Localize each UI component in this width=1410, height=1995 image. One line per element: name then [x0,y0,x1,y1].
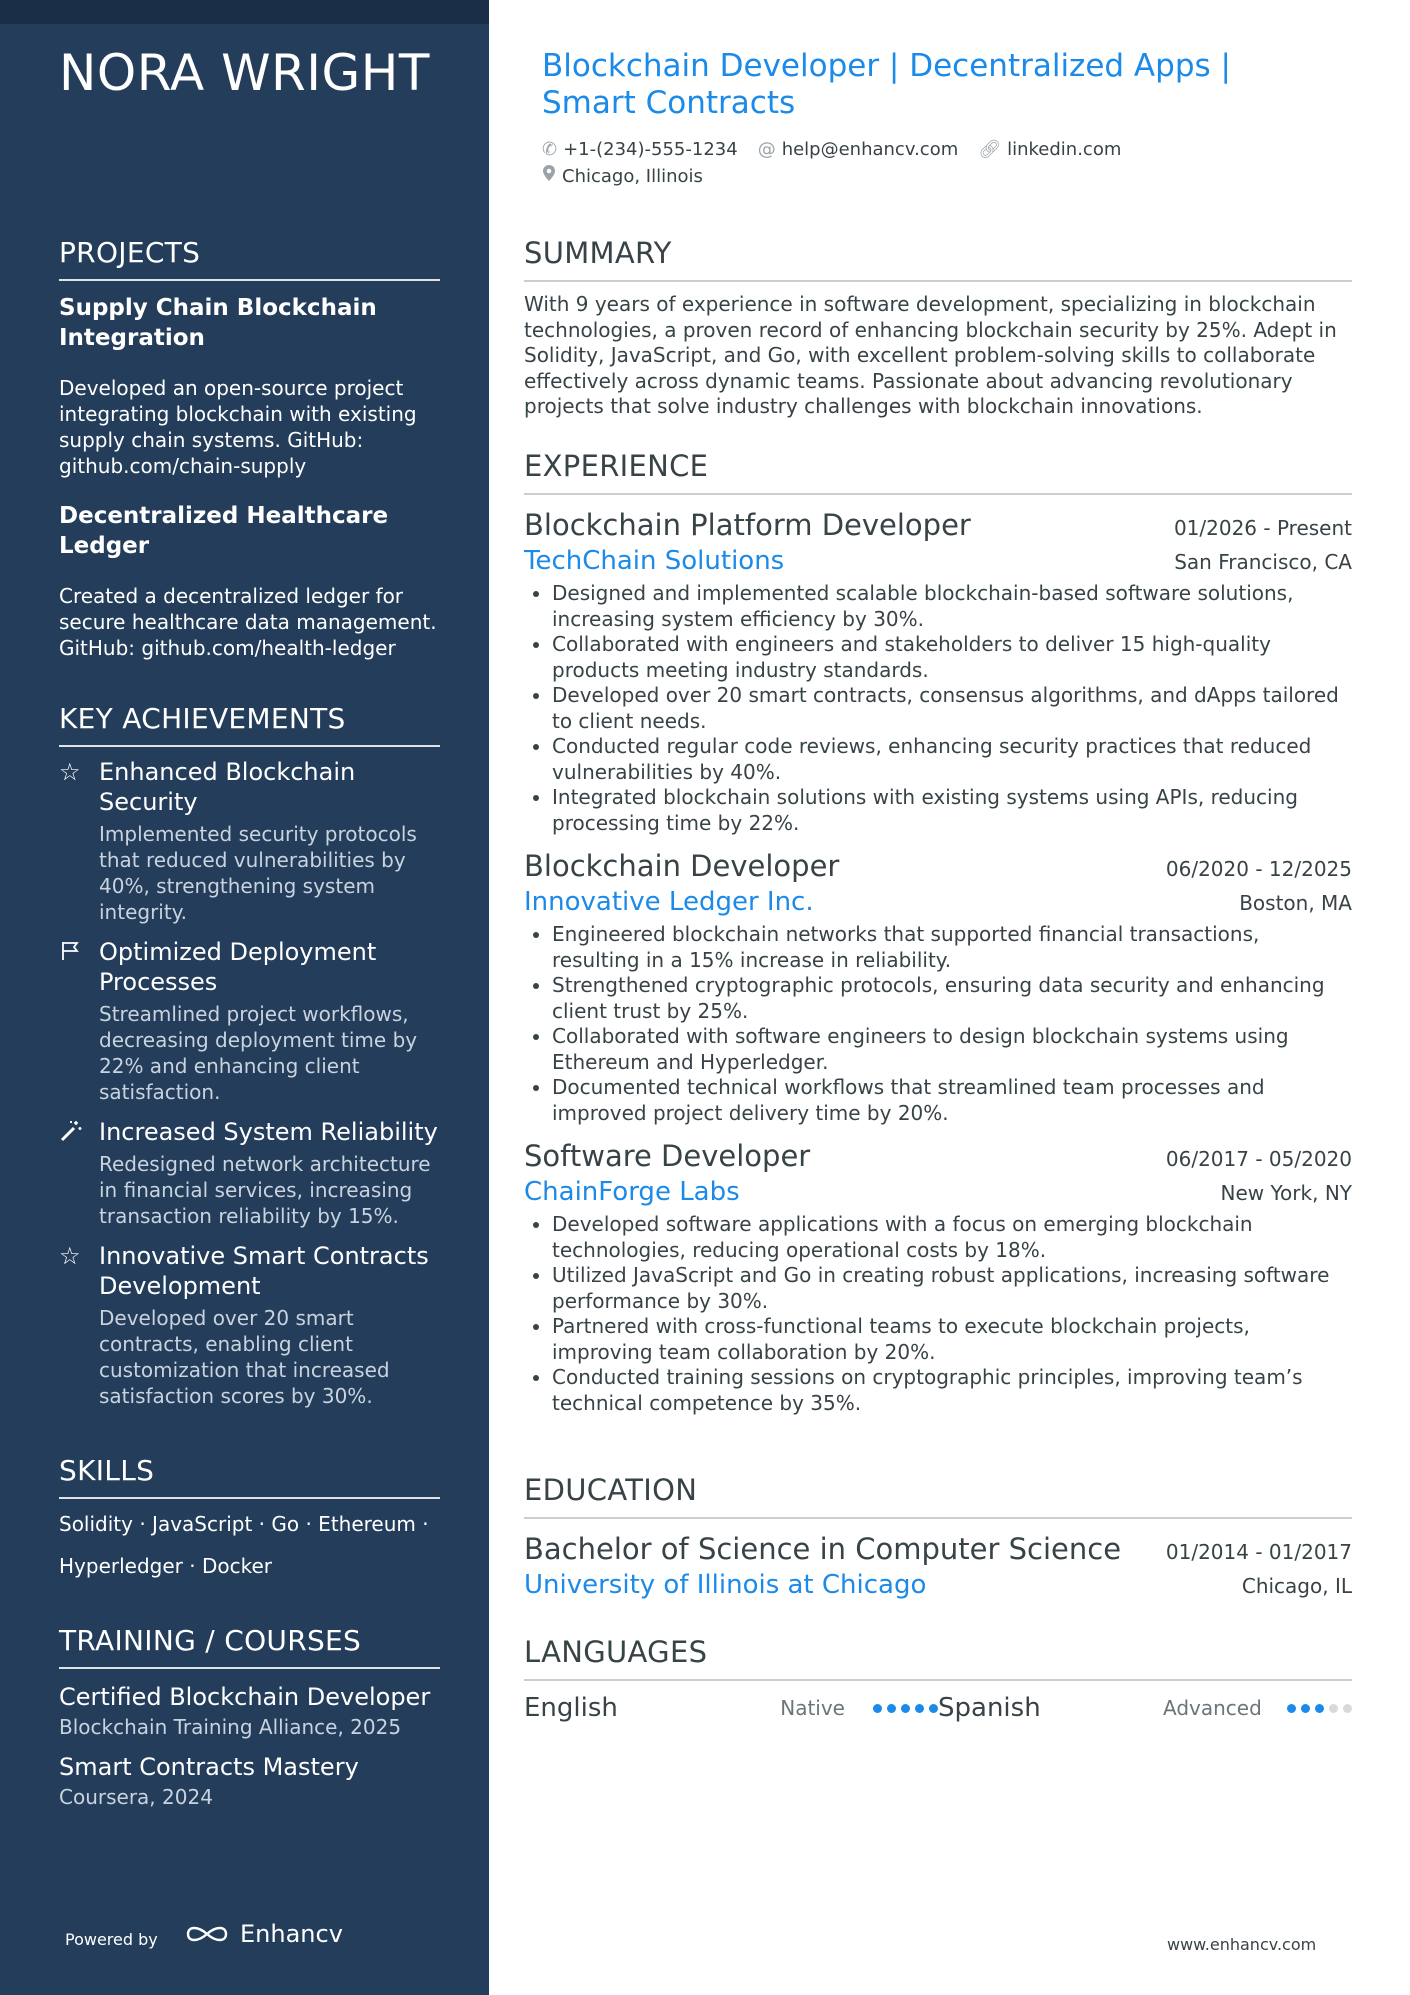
achievement-description: Streamlined project workflows, decreasing deployment time by 22% and enhancing client satisfaction. [99,1002,418,1104]
main-content [489,0,1410,1995]
enhancv-logo-icon [184,1922,230,1946]
language-level: Native [780,1696,845,1720]
education-entry [524,1531,1352,1603]
linkedin-text: linkedin.com [1007,139,1122,160]
company-name[interactable]: ChainForge Labs [524,1177,740,1207]
star-icon: ☆ [59,758,81,786]
proficiency-dot-empty [1329,1704,1338,1713]
language-name: Spanish [938,1693,1041,1723]
job-bullets [524,1212,1352,1416]
bullet-item: • Conducted training sessions on cryptographic principles, improving team’s technical competence by 35%. [552,1365,1352,1416]
education-location: Chicago, IL [1241,1574,1352,1598]
achievement-title: Increased System Reliability [99,1118,438,1146]
candidate-name: NORA WRIGHT [59,44,430,102]
project-title: Supply Chain Blockchain Integration [59,295,377,351]
bullet-item: • Utilized JavaScript and Go in creating robust applications, increasing software performance by 30%. [552,1263,1352,1314]
company-name[interactable]: Innovative Ledger Inc. [524,887,814,917]
achievement-description: Developed over 20 smart contracts, enabling client customization that increased satisfaction scores by 30%. [99,1306,390,1408]
skills-list [59,1503,440,1587]
job-title: Blockchain Platform Developer [524,508,971,542]
job-dates: 06/2017 - 05/2020 [1165,1147,1352,1171]
proficiency-dot-filled [1315,1704,1324,1713]
language-item [524,1693,938,1723]
proficiency-dot-filled [901,1704,910,1713]
job-dates: 01/2026 - Present [1173,516,1352,540]
course-provider: Blockchain Training Alliance, 2025 [59,1715,402,1739]
flag-icon [59,939,85,965]
proficiency-dots [1287,1704,1352,1713]
bullet-item: • Documented technical workflows that streamlined team processes and improved project delivery time by 20%. [552,1075,1352,1126]
proficiency-dot-filled [887,1704,896,1713]
sidebar [0,0,489,1995]
skills-line: Solidity · JavaScript · Go · Ethereum · [59,1512,429,1536]
achievement-item [59,1117,440,1229]
contact-location [542,163,703,190]
languages-section [524,1635,1352,1725]
bullet-item: • Collaborated with engineers and stakeholders to deliver 15 high-quality products meeting industry standards. [552,632,1352,683]
headline: Blockchain Developer | Decentralized Apps | Smart Contracts [542,48,1231,121]
proficiency-dot-filled [915,1704,924,1713]
job-entry [524,507,1352,836]
skills-section [59,1454,440,1587]
project-description: Developed an open-source project integrating blockchain with existing supply chain systems. GitHub: github.com/chain-supply [59,376,417,478]
achievement-title: Optimized Deployment Processes [99,938,377,996]
bullet-item: • Designed and implemented scalable blockchain-based software solutions, increasing system efficiency by 30%. [552,581,1352,632]
project-title: Decentralized Healthcare Ledger [59,503,389,559]
company-name[interactable]: TechChain Solutions [524,546,785,576]
proficiency-dots [873,1704,938,1713]
powered-by-label: Powered by [65,1930,158,1949]
bullet-item: • Strengthened cryptographic protocols, ensuring data security and enhancing client trust by 25%. [552,973,1352,1024]
achievements-section [59,702,440,1421]
enhancv-logo[interactable] [184,1920,343,1948]
phone-text: +1-(234)-555-1234 [563,139,738,160]
phone-icon: ✆ [542,139,558,160]
job-bullets [524,581,1352,836]
achievement-title: Enhanced Blockchain Security [99,758,356,816]
proficiency-dot-empty [1343,1704,1352,1713]
proficiency-dot-filled [1301,1704,1310,1713]
job-location: San Francisco, CA [1174,550,1352,574]
course-title: Smart Contracts Mastery [59,1753,359,1781]
course-provider: Coursera, 2024 [59,1785,213,1809]
at-icon: @ [757,139,776,160]
proficiency-dot-filled [929,1704,938,1713]
achievement-item [59,937,440,1105]
training-heading: TRAINING / COURSES [59,1624,440,1669]
achievement-item [59,757,440,925]
school-name[interactable]: University of Illinois at Chicago [524,1570,927,1600]
sidebar-top-bar [0,0,489,24]
job-title: Software Developer [524,1139,811,1173]
language-level: Advanced [1163,1696,1262,1720]
job-entry [524,848,1352,1126]
summary-section [524,236,1352,420]
email-text: help@enhancv.com [781,139,959,160]
languages-heading: LANGUAGES [524,1635,1352,1681]
proficiency-dot-filled [873,1704,882,1713]
job-location: New York, NY [1220,1181,1352,1205]
education-dates: 01/2014 - 01/2017 [1165,1540,1352,1564]
achievement-description: Redesigned network architecture in financial services, increasing transaction reliability by 15%. [99,1152,431,1228]
proficiency-dot-filled [1287,1704,1296,1713]
experience-heading: EXPERIENCE [524,449,1352,495]
training-section [59,1624,440,1821]
achievement-item [59,1241,440,1409]
achievements-heading: KEY ACHIEVEMENTS [59,702,440,747]
bullet-item: • Collaborated with software engineers to design blockchain systems using Ethereum and Hyperledger. [552,1024,1352,1075]
bullet-item: • Integrated blockchain solutions with existing systems using APIs, reducing processing time by 22%. [552,785,1352,836]
education-heading: EDUCATION [524,1473,1352,1519]
enhancv-logo-text: Enhancv [240,1920,343,1948]
achievement-description: Implemented security protocols that reduced vulnerabilities by 40%, strengthening system integrity. [99,822,417,924]
bullet-item: • Partnered with cross-functional teams to execute blockchain projects, improving team collaboration by 20%. [552,1314,1352,1365]
language-name: English [524,1693,618,1723]
link-icon: 🔗︎ [978,139,1002,160]
contact-phone[interactable] [542,136,738,163]
bullet-item: • Engineered blockchain networks that supported financial transactions, resulting in a 15% increase in reliability. [552,922,1352,973]
bullet-item: • Developed software applications with a focus on emerging blockchain technologies, reducing operational costs by 18%. [552,1212,1352,1263]
job-bullets [524,922,1352,1126]
education-section [524,1473,1352,1603]
bullet-item: • Developed over 20 smart contracts, consensus algorithms, and dApps tailored to client needs. [552,683,1352,734]
footer-url[interactable]: www.enhancv.com [1167,1935,1317,1954]
course-title: Certified Blockchain Developer [59,1683,431,1711]
star-icon: ☆ [59,1242,81,1270]
degree-title: Bachelor of Science in Computer Science [524,1532,1122,1566]
job-location: Boston, MA [1239,891,1352,915]
language-item [938,1693,1352,1723]
bullet-item: • Conducted regular code reviews, enhancing security practices that reduced vulnerabilities by 40%. [552,734,1352,785]
achievement-title: Innovative Smart Contracts Development [99,1242,429,1300]
projects-heading: PROJECTS [59,236,440,281]
summary-text: With 9 years of experience in software development, specializing in blockchain technologies, a proven record of enhancing blockchain security by 25%. Adept in Solidity, JavaScript, and Go, with excellent problem-solving skills to collaborate effectively across dynamic teams. Passionate about advancing revolutionary projects that solve industry challenges with blockchain innovations. [524,292,1337,418]
projects-section [59,236,440,683]
location-text: Chicago, Illinois [562,166,703,187]
job-entry [524,1138,1352,1416]
experience-section [524,449,1352,1416]
contact-info [542,136,1342,190]
summary-heading: SUMMARY [524,236,1352,282]
contact-email[interactable] [758,136,959,163]
location-pin-icon [542,163,556,190]
skills-line: Hyperledger · Docker [59,1554,272,1578]
project-description: Created a decentralized ledger for secure healthcare data management. GitHub: github.com/health-ledger [59,584,437,660]
job-dates: 06/2020 - 12/2025 [1165,857,1352,881]
job-title: Blockchain Developer [524,849,840,883]
contact-linkedin[interactable] [978,136,1121,163]
magic-wand-icon [59,1119,85,1145]
skills-heading: SKILLS [59,1454,440,1499]
